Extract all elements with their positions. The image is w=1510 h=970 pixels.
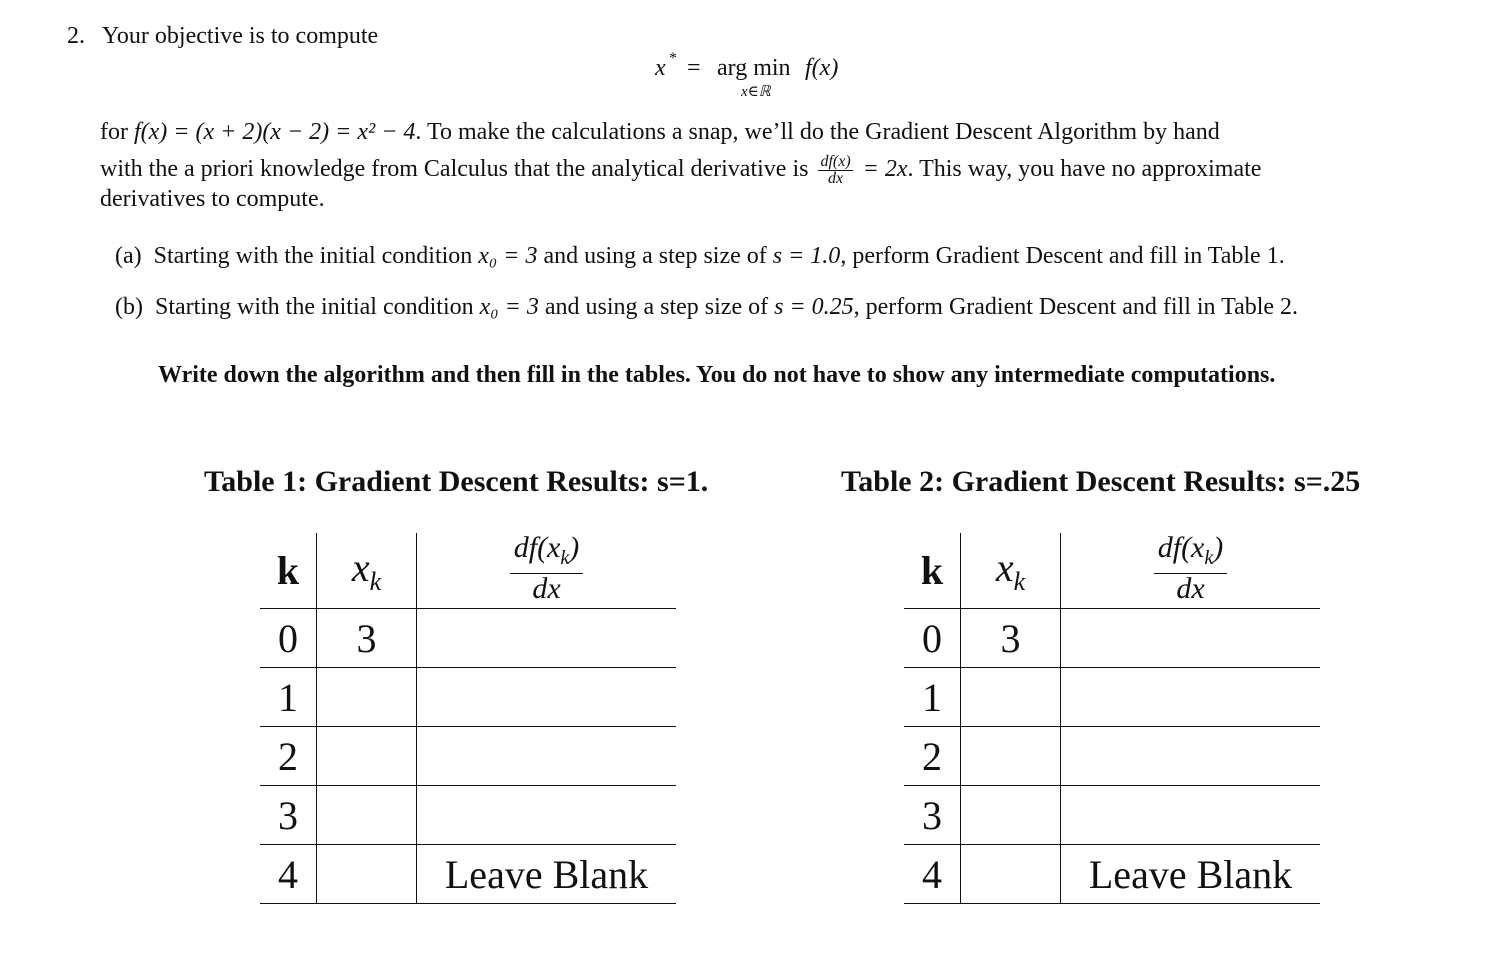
part-a-condition: x₀ = 3 bbox=[478, 243, 538, 269]
objective-star: * bbox=[669, 50, 677, 67]
table-row bbox=[260, 668, 676, 727]
header-derivative: $\frac{df(x_k)}{dx}$ bbox=[1061, 533, 1321, 609]
cell-xk[interactable] bbox=[317, 727, 417, 786]
table-2 bbox=[904, 533, 1320, 904]
derivative-fraction: $\frac{df(x)}{dx}$ bbox=[820, 153, 851, 187]
cell-deriv[interactable] bbox=[417, 727, 677, 786]
part-b: (b) Starting with the initial condition x₀ = 3 and using a step size of s = 0.25, perform Gradient Descent and fill in Table 2. bbox=[115, 294, 1299, 320]
para-line-2: with the a priori knowledge from Calculus that the analytical derivative is $\frac{df(x)}{dx}$ = 2x. This way, you have no approximate bbox=[100, 153, 1262, 187]
instruction: Write down the algorithm and then fill in the tables. You do not have to show any intermediate computations. bbox=[158, 362, 1276, 388]
part-b-condition: x₀ = 3 bbox=[479, 294, 539, 320]
cell-xk[interactable] bbox=[961, 727, 1061, 786]
cell-xk[interactable] bbox=[961, 786, 1061, 845]
header-xk: $x_k$ bbox=[317, 533, 417, 609]
part-a-label: (a) bbox=[115, 243, 142, 269]
cell-xk[interactable] bbox=[961, 845, 1061, 904]
cell-k: 0 bbox=[904, 609, 961, 668]
cell-k: 4 bbox=[904, 845, 961, 904]
objective-op: arg min bbox=[717, 55, 791, 81]
cell-deriv[interactable] bbox=[1061, 609, 1321, 668]
cell-k: 2 bbox=[904, 727, 961, 786]
header-k: k bbox=[904, 533, 961, 609]
objective-rhs: f(x) bbox=[805, 55, 839, 81]
cell-k: 1 bbox=[904, 668, 961, 727]
table-row bbox=[904, 668, 1320, 727]
cell-deriv[interactable] bbox=[417, 786, 677, 845]
header-xk: $x_k$ bbox=[961, 533, 1061, 609]
cell-deriv: Leave Blank bbox=[417, 845, 677, 904]
part-a-step: s = 1.0 bbox=[772, 243, 841, 269]
part-a: (a) Starting with the initial condition x₀ = 3 and using a step size of s = 1.0, perform Gradient Descent and fill in Table 1. bbox=[115, 243, 1285, 269]
para-line-3: derivatives to compute. bbox=[100, 186, 325, 212]
problem-intro: Your objective is to compute bbox=[102, 23, 379, 49]
table-2-title: Table 2: Gradient Descent Results: s=.25 bbox=[841, 465, 1361, 498]
cell-xk[interactable] bbox=[317, 668, 417, 727]
table-row bbox=[260, 727, 676, 786]
table-1-title: Table 1: Gradient Descent Results: s=1. bbox=[204, 465, 709, 498]
cell-deriv[interactable] bbox=[1061, 786, 1321, 845]
table-1 bbox=[260, 533, 676, 904]
cell-deriv[interactable] bbox=[417, 668, 677, 727]
para-line-1: for f(x) = (x + 2)(x − 2) = x² − 4. To make the calculations a snap, we’ll do the Gradient Descent Algorithm by hand bbox=[100, 119, 1220, 145]
cell-k: 2 bbox=[260, 727, 317, 786]
table-row bbox=[904, 727, 1320, 786]
cell-deriv[interactable] bbox=[1061, 727, 1321, 786]
table-row bbox=[904, 786, 1320, 845]
part-b-label: (b) bbox=[115, 294, 143, 320]
part-b-step: s = 0.25 bbox=[774, 294, 854, 320]
header-derivative: $\frac{df(x_k)}{dx}$ bbox=[417, 533, 677, 609]
function-definition: f(x) = (x + 2)(x − 2) = x² − 4 bbox=[133, 119, 416, 145]
cell-deriv[interactable] bbox=[417, 609, 677, 668]
table-row bbox=[904, 609, 1320, 668]
objective-sub: x∈ℝ bbox=[741, 84, 771, 100]
cell-xk[interactable]: 3 bbox=[961, 609, 1061, 668]
cell-xk[interactable] bbox=[317, 786, 417, 845]
objective-lhs: x bbox=[655, 55, 666, 81]
header-k: k bbox=[260, 533, 317, 609]
cell-deriv[interactable] bbox=[1061, 668, 1321, 727]
cell-k: 0 bbox=[260, 609, 317, 668]
cell-deriv: Leave Blank bbox=[1061, 845, 1321, 904]
cell-xk[interactable]: 3 bbox=[317, 609, 417, 668]
objective-equation: x * = arg min x∈ℝ f(x) bbox=[655, 50, 839, 100]
table-row bbox=[260, 845, 676, 904]
cell-xk[interactable] bbox=[317, 845, 417, 904]
problem-number: 2. bbox=[67, 23, 85, 49]
cell-k: 3 bbox=[904, 786, 961, 845]
cell-k: 1 bbox=[260, 668, 317, 727]
table-row bbox=[260, 786, 676, 845]
cell-k: 4 bbox=[260, 845, 317, 904]
cell-xk[interactable] bbox=[961, 668, 1061, 727]
table-row bbox=[904, 845, 1320, 904]
table-row bbox=[260, 609, 676, 668]
cell-k: 3 bbox=[260, 786, 317, 845]
